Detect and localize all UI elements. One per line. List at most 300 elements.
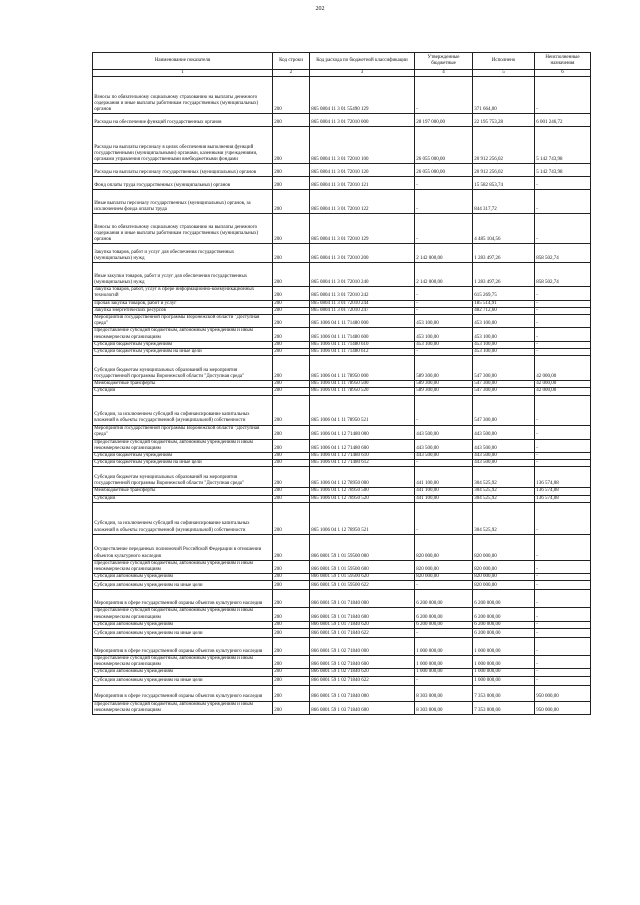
table-row xyxy=(93,608,591,621)
unexecuted-cell: 42 000,00 xyxy=(535,388,591,395)
approved-cell: - xyxy=(415,214,473,244)
indicator-name-cell: Субсидии xyxy=(93,495,273,502)
column-index: 5 xyxy=(473,70,535,77)
header-unexecuted: Неисполненные назначения xyxy=(535,53,591,70)
budget-code-cell: 865 0804 11 3 01 72010 121 xyxy=(310,177,415,190)
table-row xyxy=(93,629,591,638)
table-row xyxy=(93,349,591,356)
executed-cell: 304 525,92 xyxy=(473,488,535,495)
executed-cell: 20 912 256,02 xyxy=(473,164,535,177)
line-code-cell: 200 xyxy=(273,328,310,341)
approved-cell: 28 197 000,00 xyxy=(415,114,473,127)
approved-cell: 8 303 000,00 xyxy=(415,685,473,701)
column-index: 4 xyxy=(415,70,473,77)
unexecuted-cell: - xyxy=(535,425,591,439)
budget-code-cell: 865 0804 11 3 01 72010 129 xyxy=(310,214,415,244)
approved-cell: - xyxy=(415,676,473,685)
unexecuted-cell: 858 502,74 xyxy=(535,263,591,287)
budget-code-cell: 866 0801 59 1 03 71840 000 xyxy=(310,685,415,701)
unexecuted-cell: 5 142 743,98 xyxy=(535,164,591,177)
table-row xyxy=(93,177,591,190)
indicator-name-cell: Субсидии бюджетам муниципальных образований на мероприятия государственной программы Воронежской области "Доступная среда" xyxy=(93,356,273,381)
indicator-name-cell: Субсидии бюджетным учреждениям на иные цели xyxy=(93,460,273,467)
executed-cell: 547 300,00 xyxy=(473,381,535,388)
unexecuted-cell: 858 502,74 xyxy=(535,244,591,263)
approved-cell: - xyxy=(415,177,473,190)
indicator-name-cell: Межбюджетные трансферты xyxy=(93,381,273,388)
budget-code-cell: 865 1006 04 1 12 71480 612 xyxy=(310,460,415,467)
approved-cell: 820 000,00 xyxy=(415,560,473,573)
line-code-cell: 200 xyxy=(273,395,310,425)
approved-cell: 589 300,00 xyxy=(415,356,473,381)
approved-cell: 453 100,00 xyxy=(415,315,473,328)
budget-code-cell: 865 0804 11 3 01 72010 100 xyxy=(310,127,415,164)
line-code-cell: 200 xyxy=(273,656,310,669)
indicator-name-cell: Субсидии автономным учреждениям на иные цели xyxy=(93,676,273,685)
budget-code-cell: 866 0801 59 1 03 71840 600 xyxy=(310,701,415,714)
executed-cell: 615 269,75 xyxy=(473,287,535,300)
indicator-name-cell: Субсидии бюджетным учреждениям xyxy=(93,341,273,348)
column-index: 1 xyxy=(93,70,273,77)
table-row xyxy=(93,356,591,381)
executed-cell: 304 525,92 xyxy=(473,495,535,502)
executed-cell: 482 712,60 xyxy=(473,307,535,314)
line-code-cell: 200 xyxy=(273,114,310,127)
line-code-cell: 200 xyxy=(273,127,310,164)
indicator-name-cell: Предоставление субсидий бюджетным, автономным учреждениям и иным некоммерческим организациям xyxy=(93,656,273,669)
line-code-cell: 200 xyxy=(273,77,310,114)
line-code-cell: 200 xyxy=(273,460,310,467)
line-code-cell: 200 xyxy=(273,244,310,263)
budget-code-cell: 865 0804 11 3 01 55490 129 xyxy=(310,77,415,114)
executed-cell: 820 000,00 xyxy=(473,560,535,573)
line-code-cell: 200 xyxy=(273,495,310,502)
line-code-cell: 200 xyxy=(273,608,310,621)
budget-code-cell: 865 1006 04 1 12 78950 521 xyxy=(310,502,415,534)
executed-cell: 304 525,92 xyxy=(473,502,535,534)
budget-code-cell: 865 0804 11 3 01 72010 244 xyxy=(310,300,415,307)
budget-code-cell: 866 0801 59 1 02 71840 000 xyxy=(310,638,415,656)
header-line-code: Код строки xyxy=(273,53,310,70)
table-row xyxy=(93,263,591,287)
approved-cell: 26 055 000,00 xyxy=(415,164,473,177)
approved-cell: 820 000,00 xyxy=(415,574,473,581)
column-index: 3 xyxy=(310,70,415,77)
table-row xyxy=(93,341,591,348)
unexecuted-cell: - xyxy=(535,656,591,669)
executed-cell: 1 000 000,00 xyxy=(473,676,535,685)
indicator-name-cell: Мероприятия государственной программы Воронежской области "Доступная среда" xyxy=(93,425,273,439)
executed-cell: 443 500,00 xyxy=(473,439,535,452)
indicator-name-cell: Субсидии бюджетам муниципальных образований на мероприятия государственной программы Воронежской области "Доступная среда" xyxy=(93,467,273,488)
budget-code-cell: 865 1006 04 1 12 71480 610 xyxy=(310,453,415,460)
executed-cell: 547 300,00 xyxy=(473,388,535,395)
indicator-name-cell: Предоставление субсидий бюджетным, автономным учреждениям и иным некоммерческим организациям xyxy=(93,328,273,341)
budget-code-cell: 866 0801 59 1 01 59500 000 xyxy=(310,534,415,560)
unexecuted-cell: - xyxy=(535,328,591,341)
indicator-name-cell: Предоставление субсидий бюджетным, автономным учреждениям и иным некоммерческим организациям xyxy=(93,608,273,621)
column-index-row xyxy=(93,70,591,77)
budget-code-cell: 865 1006 04 1 11 71480 600 xyxy=(310,328,415,341)
unexecuted-cell: - xyxy=(535,638,591,656)
executed-cell: 453 100,00 xyxy=(473,349,535,356)
executed-cell: 547 300,00 xyxy=(473,395,535,425)
executed-cell: 453 100,00 xyxy=(473,315,535,328)
approved-cell: - xyxy=(415,581,473,590)
line-code-cell: 200 xyxy=(273,534,310,560)
executed-cell: 6 200 000,00 xyxy=(473,629,535,638)
executed-cell: 453 100,00 xyxy=(473,328,535,341)
indicator-name-cell: Взносы по обязательному социальному страхованию на выплаты денежного содержания и иные выплаты работникам государственных (муниципальных) органов xyxy=(93,214,273,244)
indicator-name-cell: Расходы на выплаты персоналу в целях обеспечения выполнения функций государственными (муниципальными) органами, казенными учреждениями, органами управления государственными внебюджетными фондами xyxy=(93,127,273,164)
budget-execution-table xyxy=(92,52,591,715)
approved-cell: 443 500,00 xyxy=(415,425,473,439)
approved-cell: 26 055 000,00 xyxy=(415,127,473,164)
line-code-cell: 200 xyxy=(273,676,310,685)
approved-cell: 441 100,00 xyxy=(415,488,473,495)
approved-cell: 441 100,00 xyxy=(415,495,473,502)
unexecuted-cell: - xyxy=(535,669,591,676)
unexecuted-cell: - xyxy=(535,560,591,573)
budget-code-cell: 865 1006 04 1 12 71480 600 xyxy=(310,439,415,452)
budget-code-cell: 865 0804 11 3 01 72010 122 xyxy=(310,190,415,214)
budget-code-cell: 865 1006 04 1 12 78950 520 xyxy=(310,495,415,502)
line-code-cell: 200 xyxy=(273,453,310,460)
line-code-cell: 200 xyxy=(273,581,310,590)
budget-code-cell: 865 1006 04 1 11 78950 521 xyxy=(310,395,415,425)
table-row xyxy=(93,287,591,300)
budget-code-cell: 866 0801 59 1 02 71840 600 xyxy=(310,656,415,669)
line-code-cell: 200 xyxy=(273,356,310,381)
column-index: 6 xyxy=(535,70,591,77)
table-row xyxy=(93,114,591,127)
table-row xyxy=(93,701,591,714)
approved-cell: - xyxy=(415,287,473,300)
indicator-name-cell: Закупка товаров, работ, услуг в сфере информационно-коммуникационных технологий xyxy=(93,287,273,300)
indicator-name-cell: Иные закупки товаров, работ и услуг для обеспечения государственных (муниципальных) нужд xyxy=(93,263,273,287)
executed-cell: 1 283 497,26 xyxy=(473,244,535,263)
unexecuted-cell: 6 001 246,72 xyxy=(535,114,591,127)
line-code-cell: 200 xyxy=(273,164,310,177)
line-code-cell: 200 xyxy=(273,638,310,656)
budget-code-cell: 865 1006 04 1 12 71480 000 xyxy=(310,425,415,439)
table-row xyxy=(93,488,591,495)
table-row xyxy=(93,467,591,488)
executed-cell: 371 664,00 xyxy=(473,77,535,114)
approved-cell: 1 000 000,00 xyxy=(415,669,473,676)
approved-cell: - xyxy=(415,77,473,114)
page-number: 202 xyxy=(315,6,325,12)
indicator-name-cell: Закупка энергетических ресурсов xyxy=(93,307,273,314)
unexecuted-cell: - xyxy=(535,460,591,467)
table-row xyxy=(93,307,591,314)
unexecuted-cell: - xyxy=(535,287,591,300)
unexecuted-cell: - xyxy=(535,177,591,190)
indicator-name-cell: Прочая закупка товаров, работ и услуг xyxy=(93,300,273,307)
indicator-name-cell: Субсидии автономным учреждениям xyxy=(93,669,273,676)
budget-code-cell: 865 1006 04 1 11 71480 000 xyxy=(310,315,415,328)
table-row xyxy=(93,621,591,628)
executed-cell: 820 000,00 xyxy=(473,534,535,560)
executed-cell: 185 514,91 xyxy=(473,300,535,307)
executed-cell: 443 500,00 xyxy=(473,460,535,467)
unexecuted-cell: - xyxy=(535,581,591,590)
table-row xyxy=(93,439,591,452)
executed-cell: 844 317,72 xyxy=(473,190,535,214)
unexecuted-cell: - xyxy=(535,214,591,244)
approved-cell: 1 000 000,00 xyxy=(415,656,473,669)
indicator-name-cell: Субсидии бюджетным учреждениям xyxy=(93,453,273,460)
executed-cell: 443 500,00 xyxy=(473,425,535,439)
budget-code-cell: 865 1006 04 1 11 78950 500 xyxy=(310,381,415,388)
indicator-name-cell: Иные выплаты персоналу государственных (муниципальных) органов, за исключением фонда оплаты труда xyxy=(93,190,273,214)
table-row xyxy=(93,127,591,164)
line-code-cell: 200 xyxy=(273,439,310,452)
executed-cell: 1 000 000,00 xyxy=(473,656,535,669)
unexecuted-cell: - xyxy=(535,349,591,356)
approved-cell: - xyxy=(415,629,473,638)
line-code-cell: 200 xyxy=(273,488,310,495)
budget-code-cell: 865 1006 04 1 11 78950 000 xyxy=(310,356,415,381)
line-code-cell: 200 xyxy=(273,307,310,314)
unexecuted-cell: 136 574,08 xyxy=(535,467,591,488)
indicator-name-cell: Субсидии, за исключением субсидий на софинансирование капитальных вложений в объекты государственной (муниципальной) собственности xyxy=(93,502,273,534)
budget-code-cell: 866 0801 59 1 01 71840 622 xyxy=(310,629,415,638)
approved-cell: 589 300,00 xyxy=(415,381,473,388)
column-index: 2 xyxy=(273,70,310,77)
line-code-cell: 200 xyxy=(273,263,310,287)
line-code-cell: 200 xyxy=(273,315,310,328)
header-executed: Исполнено xyxy=(473,53,535,70)
table-row xyxy=(93,460,591,467)
indicator-name-cell: Мероприятия государственной программы Воронежской области "Доступная среда" xyxy=(93,315,273,328)
approved-cell: - xyxy=(415,460,473,467)
table-row xyxy=(93,590,591,608)
approved-cell: - xyxy=(415,190,473,214)
unexecuted-cell: - xyxy=(535,608,591,621)
table-row xyxy=(93,425,591,439)
budget-code-cell: 865 0804 11 3 01 72010 000 xyxy=(310,114,415,127)
unexecuted-cell: 42 000,00 xyxy=(535,356,591,381)
budget-code-cell: 865 1006 04 1 12 78950 500 xyxy=(310,488,415,495)
executed-cell: 1 000 000,00 xyxy=(473,669,535,676)
line-code-cell: 200 xyxy=(273,467,310,488)
header-budget-code: Код расхода по бюджетной классификации xyxy=(310,53,415,70)
table-row xyxy=(93,164,591,177)
table-row xyxy=(93,244,591,263)
budget-code-cell: 865 0804 11 3 01 72010 242 xyxy=(310,287,415,300)
budget-code-cell: 866 0801 59 1 01 71840 620 xyxy=(310,621,415,628)
indicator-name-cell: Фонд оплаты труда государственных (муниципальных) органов xyxy=(93,177,273,190)
unexecuted-cell: - xyxy=(535,190,591,214)
indicator-name-cell: Субсидии xyxy=(93,388,273,395)
header-approved: Утвержденные бюджетные xyxy=(415,53,473,70)
table-row xyxy=(93,574,591,581)
unexecuted-cell: 950 000,00 xyxy=(535,701,591,714)
unexecuted-cell: - xyxy=(535,453,591,460)
budget-code-cell: 866 0801 59 1 01 59500 620 xyxy=(310,574,415,581)
unexecuted-cell: - xyxy=(535,676,591,685)
unexecuted-cell: 950 000,00 xyxy=(535,685,591,701)
unexecuted-cell: - xyxy=(535,315,591,328)
budget-code-cell: 865 0804 11 3 01 72010 200 xyxy=(310,244,415,263)
line-code-cell: 200 xyxy=(273,214,310,244)
budget-code-cell: 865 1006 04 1 11 71480 612 xyxy=(310,349,415,356)
table-row xyxy=(93,77,591,114)
line-code-cell: 200 xyxy=(273,341,310,348)
budget-code-cell: 865 1006 04 1 11 71480 610 xyxy=(310,341,415,348)
budget-code-cell: 865 1006 04 1 12 78950 000 xyxy=(310,467,415,488)
unexecuted-cell: 136 574,08 xyxy=(535,495,591,502)
executed-cell: 1 283 497,26 xyxy=(473,263,535,287)
line-code-cell: 200 xyxy=(273,190,310,214)
table-row xyxy=(93,214,591,244)
unexecuted-cell: 136 574,08 xyxy=(535,488,591,495)
executed-cell: 304 525,92 xyxy=(473,467,535,488)
executed-cell: 7 353 000,00 xyxy=(473,701,535,714)
unexecuted-cell: - xyxy=(535,534,591,560)
line-code-cell: 200 xyxy=(273,388,310,395)
line-code-cell: 200 xyxy=(273,621,310,628)
unexecuted-cell: - xyxy=(535,307,591,314)
unexecuted-cell: - xyxy=(535,629,591,638)
indicator-name-cell: Предоставление субсидий бюджетным, автономным учреждениям и иным некоммерческим организациям xyxy=(93,701,273,714)
indicator-name-cell: Мероприятия в сфере государственной охраны объектов культурного наследия xyxy=(93,685,273,701)
line-code-cell: 200 xyxy=(273,590,310,608)
table-row xyxy=(93,669,591,676)
executed-cell: 820 000,00 xyxy=(473,574,535,581)
approved-cell: - xyxy=(415,307,473,314)
line-code-cell: 200 xyxy=(273,574,310,581)
table-row xyxy=(93,395,591,425)
line-code-cell: 200 xyxy=(273,502,310,534)
approved-cell: 453 100,00 xyxy=(415,341,473,348)
approved-cell: 441 100,00 xyxy=(415,467,473,488)
indicator-name-cell: Мероприятия в сфере государственной охраны объектов культурного наследия xyxy=(93,638,273,656)
unexecuted-cell: - xyxy=(535,590,591,608)
indicator-name-cell: Предоставление субсидий бюджетным, автономным учреждениям и иным некоммерческим организациям xyxy=(93,560,273,573)
indicator-name-cell: Субсидии, за исключением субсидий на софинансирование капитальных вложений в объекты государственной (муниципальной) собственности xyxy=(93,395,273,425)
indicator-name-cell: Межбюджетные трансферты xyxy=(93,488,273,495)
unexecuted-cell: - xyxy=(535,77,591,114)
indicator-name-cell: Субсидии автономным учреждениям xyxy=(93,574,273,581)
indicator-name-cell: Расходы на обеспечение функций государственных органов xyxy=(93,114,273,127)
approved-cell: - xyxy=(415,300,473,307)
table-row xyxy=(93,685,591,701)
executed-cell: 15 582 853,74 xyxy=(473,177,535,190)
approved-cell: 820 000,00 xyxy=(415,534,473,560)
executed-cell: 453 100,00 xyxy=(473,341,535,348)
indicator-name-cell: Взносы по обязательному социальному страхованию на выплаты денежного содержания и иные выплаты работникам государственных (муниципальных) органов xyxy=(93,77,273,114)
approved-cell: 453 100,00 xyxy=(415,328,473,341)
unexecuted-cell: - xyxy=(535,439,591,452)
approved-cell: 2 142 000,00 xyxy=(415,263,473,287)
table-row xyxy=(93,638,591,656)
executed-cell: 6 200 000,00 xyxy=(473,608,535,621)
unexecuted-cell: 5 142 743,98 xyxy=(535,127,591,164)
executed-cell: 443 500,00 xyxy=(473,453,535,460)
table-row xyxy=(93,453,591,460)
table-row xyxy=(93,190,591,214)
table-row xyxy=(93,495,591,502)
table-row xyxy=(93,534,591,560)
approved-cell: 2 142 000,00 xyxy=(415,244,473,263)
indicator-name-cell: Мероприятия в сфере государственной охраны объектов культурного наследия xyxy=(93,590,273,608)
budget-code-cell: 866 0801 59 1 02 71840 620 xyxy=(310,669,415,676)
table-body xyxy=(93,77,591,715)
executed-cell: 4 485 104,56 xyxy=(473,214,535,244)
indicator-name-cell: Осуществление переданных полномочий Российской Федерации в отношении объектов культурного наследия xyxy=(93,534,273,560)
unexecuted-cell: - xyxy=(535,341,591,348)
approved-cell: 8 303 000,00 xyxy=(415,701,473,714)
line-code-cell: 200 xyxy=(273,669,310,676)
budget-code-cell: 866 0801 59 1 01 71840 000 xyxy=(310,590,415,608)
table-row xyxy=(93,328,591,341)
line-code-cell: 200 xyxy=(273,300,310,307)
unexecuted-cell: - xyxy=(535,502,591,534)
line-code-cell: 200 xyxy=(273,685,310,701)
table-row xyxy=(93,676,591,685)
executed-cell: 7 353 000,00 xyxy=(473,685,535,701)
budget-code-cell: 865 0804 11 3 01 72010 247 xyxy=(310,307,415,314)
unexecuted-cell: - xyxy=(535,621,591,628)
approved-cell: 6 200 000,00 xyxy=(415,608,473,621)
executed-cell: 547 300,00 xyxy=(473,356,535,381)
line-code-cell: 200 xyxy=(273,381,310,388)
table-row xyxy=(93,560,591,573)
approved-cell: 6 200 000,00 xyxy=(415,590,473,608)
executed-cell: 6 200 000,00 xyxy=(473,621,535,628)
budget-code-cell: 865 0804 11 3 01 72010 240 xyxy=(310,263,415,287)
executed-cell: 1 000 000,00 xyxy=(473,638,535,656)
table-header-row xyxy=(93,53,591,70)
line-code-cell: 200 xyxy=(273,349,310,356)
unexecuted-cell: - xyxy=(535,395,591,425)
indicator-name-cell: Закупка товаров, работ и услуг для обеспечения государственных (муниципальных) нужд xyxy=(93,244,273,263)
executed-cell: 20 912 256,02 xyxy=(473,127,535,164)
approved-cell: - xyxy=(415,395,473,425)
approved-cell: 589 300,00 xyxy=(415,388,473,395)
unexecuted-cell: 42 000,00 xyxy=(535,381,591,388)
indicator-name-cell: Субсидии бюджетным учреждениям на иные цели xyxy=(93,349,273,356)
approved-cell: 6 200 000,00 xyxy=(415,621,473,628)
approved-cell: 443 500,00 xyxy=(415,439,473,452)
approved-cell: 1 000 000,00 xyxy=(415,638,473,656)
table-row xyxy=(93,656,591,669)
budget-code-cell: 866 0801 59 1 02 71840 622 xyxy=(310,676,415,685)
approved-cell: 443 500,00 xyxy=(415,453,473,460)
header-indicator-name: Наименование показателя xyxy=(93,53,273,70)
indicator-name-cell: Расходы на выплаты персоналу государственных (муниципальных) органов xyxy=(93,164,273,177)
budget-code-cell: 866 0801 59 1 01 59500 622 xyxy=(310,581,415,590)
budget-code-cell: 865 1006 04 1 11 78950 520 xyxy=(310,388,415,395)
table-row xyxy=(93,381,591,388)
budget-code-cell: 866 0801 59 1 01 59500 600 xyxy=(310,560,415,573)
table-row xyxy=(93,502,591,534)
executed-cell: 820 000,00 xyxy=(473,581,535,590)
table-row xyxy=(93,581,591,590)
executed-cell: 6 200 000,00 xyxy=(473,590,535,608)
table-row xyxy=(93,315,591,328)
indicator-name-cell: Субсидии автономным учреждениям на иные цели xyxy=(93,629,273,638)
line-code-cell: 200 xyxy=(273,425,310,439)
line-code-cell: 200 xyxy=(273,701,310,714)
line-code-cell: 200 xyxy=(273,287,310,300)
indicator-name-cell: Субсидии автономным учреждениям на иные цели xyxy=(93,581,273,590)
budget-code-cell: 865 0804 11 3 01 72010 120 xyxy=(310,164,415,177)
table-row xyxy=(93,300,591,307)
indicator-name-cell: Предоставление субсидий бюджетным, автономным учреждениям и иным некоммерческим организациям xyxy=(93,439,273,452)
